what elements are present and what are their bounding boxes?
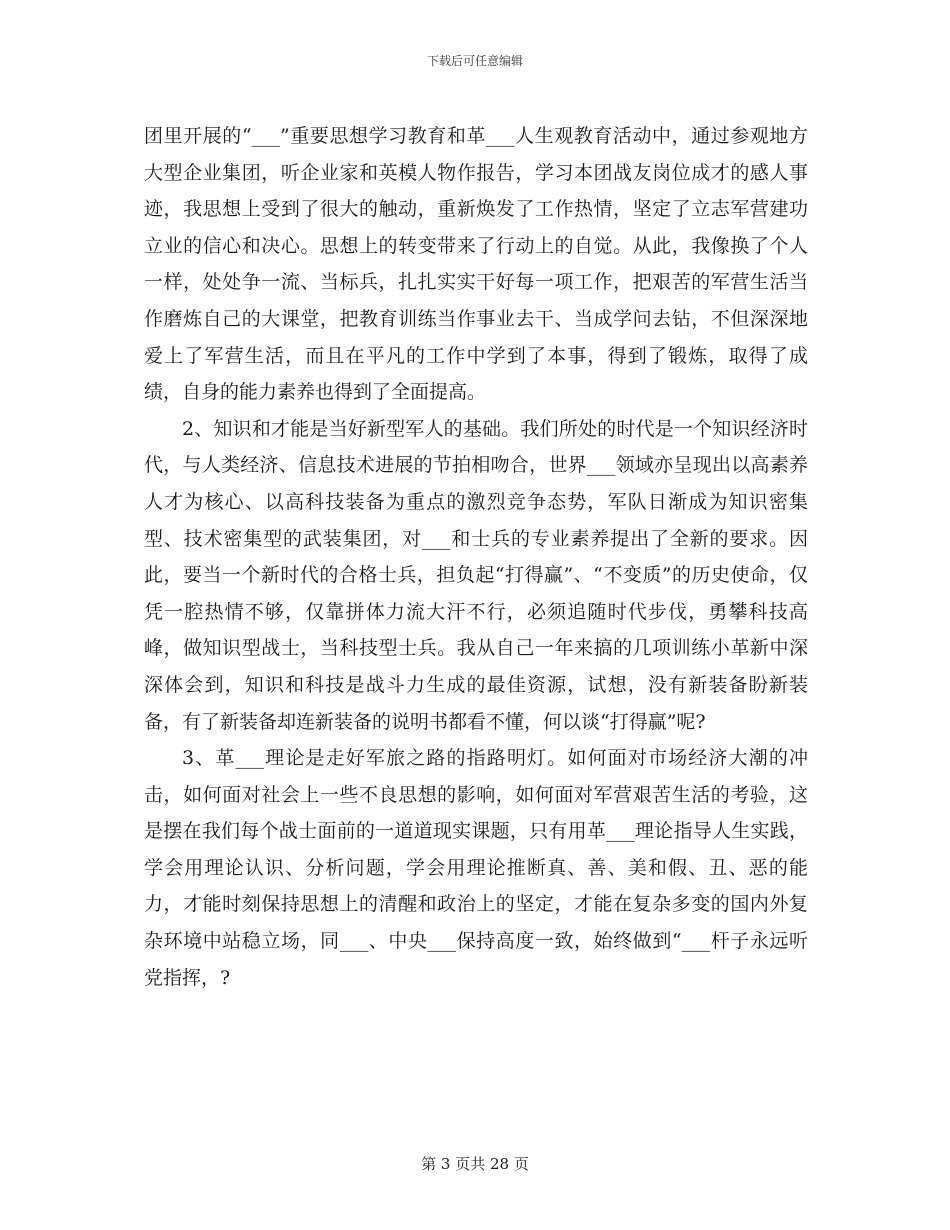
page-number-footer: 第 3 页共 28 页: [421, 1155, 529, 1173]
paragraph-2: 2、知识和才能是当好新型军人的基础。我们所处的时代是一个知识经济时代，与人类经济、信息技术进展的节拍相吻合，世界___领域亦呈现出以高素养人才为核心、以高科技装备为重点的激烈竞争态势，军队日渐成为知识密集型、技术密集型的武装集团，对___和士兵的专业素养提出了全新的要求。因此，要当一个新时代的合格士兵，担负起“打得赢”、“不变质”的历史使命，仅凭一腔热情不够，仅靠拼体力流大汗不行，必须追随时代步伐，勇攀科技高峰，做知识型战士，当科技型士兵。我从自己一年来搞的几项训练小革新中深深体会到，知识和科技是战斗力生成的最佳资源，试想，没有新装备盼新装备，有了新装备却连新装备的说明书都看不懂，何以谈“打得赢”呢?: [144, 417, 808, 733]
paragraph-3: 3、革___理论是走好军旅之路的指路明灯。如何面对市场经济大潮的冲击，如何面对社会上一些不良思想的影响，如何面对军营艰苦生活的考验，这是摆在我们每个战士面前的一道道现实课题，只有用革___理论指导人生实践，学会用理论认识、分析问题，学会用理论推断真、善、美和假、丑、恶的能力，才能时刻保持思想上的清醒和政治上的坚定，才能在复杂多变的国内外复杂环境中站稳立场，同___、中央___保持高度一致，始终做到“___杆子永远听党指挥，?: [144, 747, 808, 989]
document-body: [144, 118, 808, 996]
paragraph-1: 团里开展的“___”重要思想学习教育和革___人生观教育活动中，通过参观地方大型企业集团，听企业家和英模人物作报告，学习本团战友岗位成才的感人事迹，我思想上受到了很大的触动，重新焕发了工作热情，坚定了立志军营建功立业的信心和决心。思想上的转变带来了行动上的自觉。从此，我像换了个人一样，处处争一流、当标兵，扎扎实实干好每一项工作，把艰苦的军营生活当作磨炼自己的大课堂，把教育训练当作事业去干、当成学问去钻，不但深深地爱上了军营生活，而且在平凡的工作中学到了本事，得到了锻炼，取得了成绩，自身的能力素养也得到了全面提高。: [144, 125, 808, 404]
page-header: 下载后可任意编辑: [426, 54, 523, 68]
